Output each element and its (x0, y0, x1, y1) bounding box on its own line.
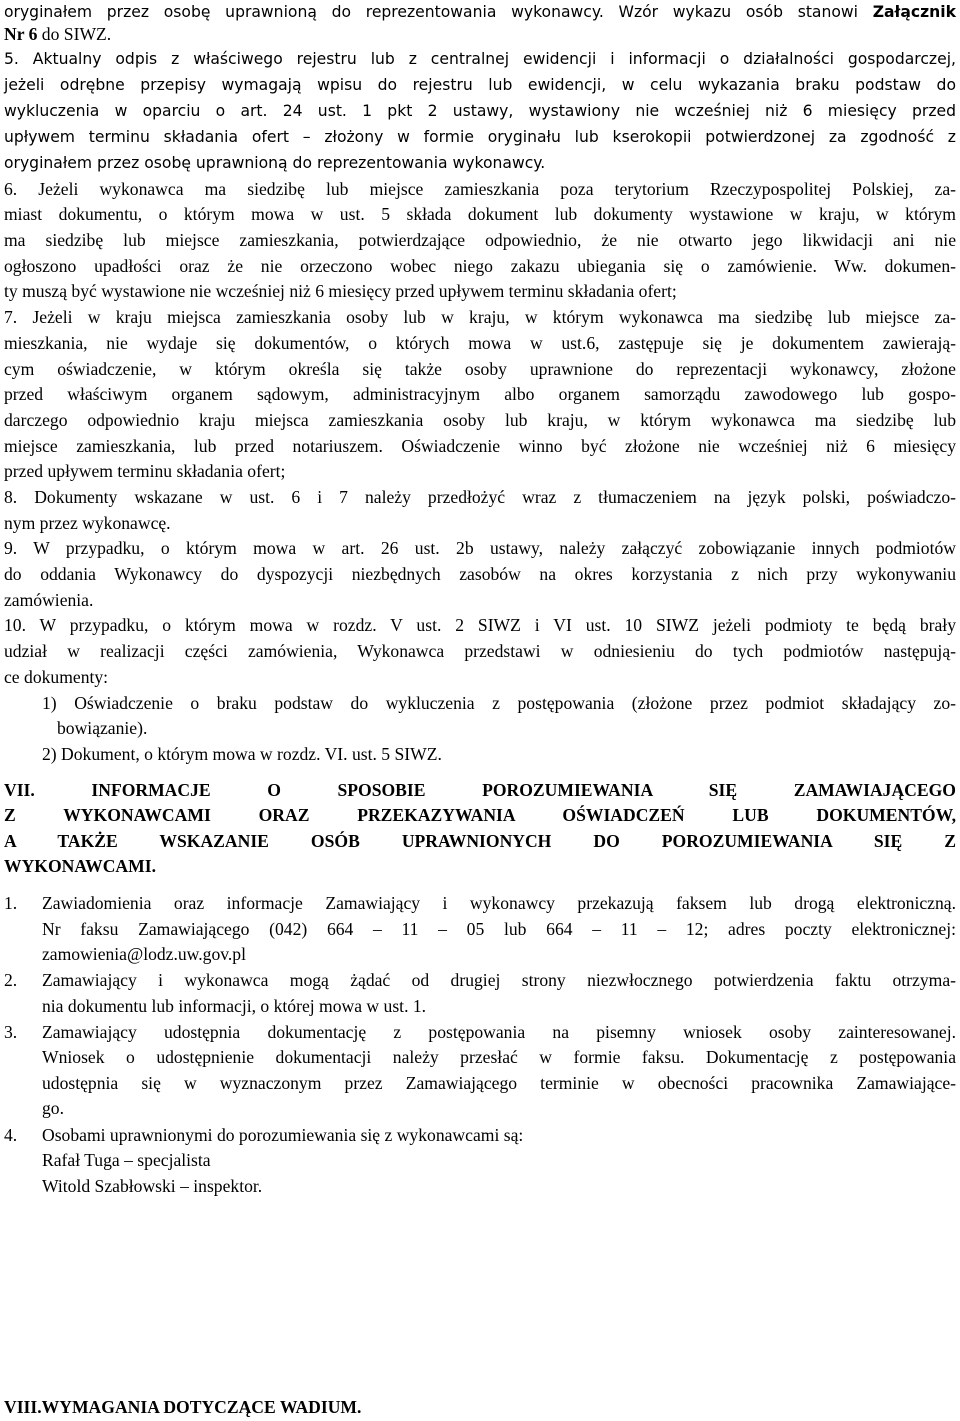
text-line: miast dokumentu, o którym mowa w ust. 5 składa dokument lub dokumenty wystawione w kraju, w którym (4, 204, 956, 224)
text-line: bowiązanie). (57, 718, 148, 738)
section-heading-line: VII. INFORMACJE O SPOSOBIE POROZUMIEWANIA SIĘ ZAMAWIAJĄCEGO (4, 780, 956, 800)
text-line: ty muszą być wystawione nie wcześniej niż 6 miesięcy przed upływem terminu składania ofert; (4, 281, 677, 301)
bold-text: Załącznik (872, 3, 956, 21)
section-heading-line: Z WYKONAWCAMI ORAZ PRZEKAZYWANIA OŚWIADCZEŃ LUB DOKUMENTÓW, (4, 805, 956, 825)
text-line: udział w realizacji części zamówienia, Wykonawca przedstawi w odniesieniu do tych podmiotów następują- (4, 641, 956, 661)
text-line: zamówienia. (4, 590, 94, 610)
text-line (4, 21, 956, 47)
text-line: ma siedzibę lub miejsce zamieszkania, potwierdzające odpowiednio, że nie otwarto jego likwidacji ani nie (4, 230, 956, 250)
text-line: 8. Dokumenty wskazane w ust. 6 i 7 należy przedłożyć wraz z tłumaczeniem na język polski, poświadczo- (4, 487, 956, 507)
list-item-line: Wniosek o udostępnienie dokumentacji należy przesłać w formie faksu. Dokumentację z postępowania (42, 1047, 956, 1067)
list-item-line: Zawiadomienia oraz informacje Zamawiający i wykonawcy przekazują faksem lub drogą elektroniczną. (42, 893, 956, 913)
section-heading: VIII.WYMAGANIA DOTYCZĄCE WADIUM. (4, 1397, 362, 1417)
text-line: 5. Aktualny odpis z właściwego rejestru lub z centralnej ewidencji i informacji o działalności gospodarczej, (4, 50, 956, 68)
text-line: miejsce zamieszkania, lub przed notariuszem. Oświadczenie winno być złożone nie wcześniej niż 6 miesięcy (4, 436, 956, 456)
list-number: 4. (4, 1125, 18, 1145)
text-span: oryginałem przez osobę uprawnioną do reprezentowania wykonawcy. Wzór wykazu osób stanowi (4, 3, 873, 21)
text-line: oryginałem przez osobę uprawnioną do reprezentowania wykonawcy. (4, 154, 546, 172)
list-number: 1. (4, 893, 18, 913)
text-line: 2) Dokument, o którym mowa w rozdz. VI. ust. 5 SIWZ. (42, 744, 442, 764)
text-line: ce dokumenty: (4, 667, 109, 687)
list-item-line: Zamawiający udostępnia dokumentację z postępowania na pisemny wniosek osoby zainteresowanej. (42, 1022, 956, 1042)
text-line: mieszkania, nie wydaje się dokumentów, o których mowa w ust.6, zastępuje się je dokumentem zawierają- (4, 333, 956, 353)
list-item-line: go. (42, 1098, 64, 1118)
list-item-line: Zamawiający i wykonawca mogą żądać od drugiej strony niezwłocznego potwierdzenia faktu otrzyma- (42, 970, 956, 990)
text-line: 7. Jeżeli w kraju miejsca zamieszkania osoby lub w kraju, w którym wykonawca ma siedzibę lub miejsce za- (4, 307, 956, 327)
list-item-line: Osobami uprawnionymi do porozumiewania się z wykonawcami są: (42, 1125, 524, 1145)
person-line: Witold Szabłowski – inspektor. (42, 1176, 263, 1196)
list-item-line: Nr faksu Zamawiającego (042) 664 – 11 – 05 lub 664 – 11 – 12; adres poczty elektronicznej: (42, 919, 956, 939)
text-line: 9. W przypadku, o którym mowa w art. 26 ust. 2b ustawy, należy załączyć zobowiązanie innych podmiotów (4, 538, 956, 558)
list-item-line: nia dokumentu lub informacji, o której mowa w ust. 1. (42, 996, 427, 1016)
list-number: 3. (4, 1022, 18, 1042)
text-line: upływem terminu składania ofert – złożony w formie oryginału lub kserokopii potwierdzonej za zgodność z (4, 128, 956, 146)
text-line: 1) Oświadczenie o braku podstaw do wykluczenia z postępowania (złożone przez podmiot składający zo- (42, 693, 956, 713)
text-line: do oddania Wykonawcy do dyspozycji niezbędnych zasobów na okres korzystania z nich przy wykonywaniu (4, 564, 956, 584)
text-line: 6. Jeżeli wykonawca ma siedzibę lub miejsce zamieszkania poza terytorium Rzeczypospolitej Polskiej, za- (4, 179, 956, 199)
text-line: jeżeli odrębne przepisy wymagają wpisu do rejestru lub ewidencji, w celu wykazania braku podstaw do (4, 76, 956, 94)
text-line: 10. W przypadku, o którym mowa w rozdz. V ust. 2 SIWZ i VI ust. 10 SIWZ jeżeli podmioty te będą brały (4, 615, 956, 635)
text-line: cym oświadczenie, w którym określa się także osoby uprawnione do reprezentacji wykonawcy, złożone (4, 359, 956, 379)
list-number: 2. (4, 970, 18, 990)
text-line: ogłoszono upadłości oraz że nie orzeczono wobec niego zakazu ubiegania się o zamówienie. Ww. dokumen- (4, 256, 956, 276)
bold-text: Nr 6 (4, 24, 38, 44)
section-heading-line: WYKONAWCAMI. (4, 856, 156, 876)
text-span: do SIWZ. (37, 24, 112, 44)
list-item-line: udostępnia się w wyznaczonym przez Zamawiającego terminie w obecności pracownika Zamawiające- (42, 1073, 956, 1093)
email-text: zamowienia@lodz.uw.gov.pl (42, 944, 246, 964)
person-line: Rafał Tuga – specjalista (42, 1150, 211, 1170)
text-line: darczego odpowiednio kraju miejsca zamieszkania osoby lub kraju, w którym wykonawca ma siedzibę lub (4, 410, 956, 430)
text-line: nym przez wykonawcę. (4, 513, 171, 533)
text-line: przed upływem terminu składania ofert; (4, 461, 286, 481)
section-heading-line: A TAKŻE WSKAZANIE OSÓB UPRAWNIONYCH DO POROZUMIEWANIA SIĘ Z (4, 831, 956, 851)
text-line: przed właściwym organem sądowym, administracyjnym albo organem samorządu zawodowego lub gospo- (4, 384, 956, 404)
text-line: wykluczenia w oparciu o art. 24 ust. 1 pkt 2 ustawy, wystawiony nie wcześniej niż 6 miesięcy przed (4, 102, 956, 120)
